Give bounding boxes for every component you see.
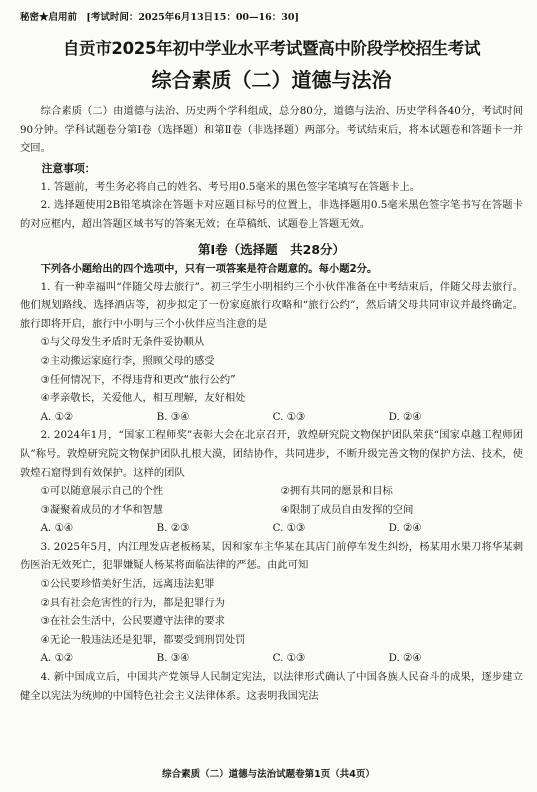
statement: ③任何情况下，不得违背和更改“旅行公约” xyxy=(40,373,236,386)
statement: ②具有社会危害性的行为，都是犯罪行为 xyxy=(40,596,225,609)
option-d: D. ②④ xyxy=(388,410,422,423)
option-c: C. ①③ xyxy=(272,410,306,423)
section-title: 第Ⅰ卷（选择题 共28分） xyxy=(197,241,346,257)
statement-row xyxy=(20,482,523,501)
statement: ②拥有共同的愿景和目标 xyxy=(280,485,393,498)
option-b: B. ③④ xyxy=(156,652,190,665)
answer-options xyxy=(20,649,523,668)
exam-time: [考试时间：2025年6月13日15：00—16：30] xyxy=(86,12,299,23)
statement: ①可以随意展示自己的个性 xyxy=(40,485,164,498)
note-item: 1. 答题前，考生务必将自己的姓名、考号用0.5毫米的黑色签字笔填写在答题卡上。 xyxy=(40,180,421,193)
exam-title: 自贡市2025年初中学业水平考试暨高中阶段学校招生考试 xyxy=(62,39,481,58)
option-d: D. ②④ xyxy=(388,522,422,535)
option-a: A. ①② xyxy=(40,410,74,423)
option-a: A. ①④ xyxy=(40,522,74,535)
statement: ④无论一般违法还是犯罪，都要受到刑罚处罚 xyxy=(40,633,246,646)
intro-paragraph: 综合素质（二）由道德与法治、历史两个学科组成，总分80分，道德与法治、历史学科各40分，考试时间90分钟。学科试题卷分第Ⅰ卷（选择题）和第Ⅱ卷（非选择题）两部分。考试结束后，将本试题卷和答题卡一并交回。 xyxy=(20,105,523,155)
answer-options xyxy=(20,519,523,538)
statement: ③在社会生活中，公民要遵守法律的要求 xyxy=(40,615,225,628)
secret-label: 秘密★启用前 xyxy=(20,12,78,23)
statement: ④孝亲敬长，关爱他人，相互理解，友好相处 xyxy=(40,392,246,405)
statement: ③凝聚着成员的才华和智慧 xyxy=(40,503,164,516)
option-c: C. ①③ xyxy=(272,522,306,535)
section-instruction: 下列各小题给出的四个选项中，只有一项答案是符合题意的。每小题2分。 xyxy=(40,262,378,275)
statement: ④限制了成员自由发挥的空间 xyxy=(280,503,414,516)
header-line xyxy=(20,10,523,28)
answer-options xyxy=(20,408,523,427)
statement: ②主动搬运家庭行李，照顾父母的感受 xyxy=(40,354,215,367)
option-a: A. ①② xyxy=(40,652,74,665)
note-item: 2. 选择题使用2B铅笔填涂在答题卡对应题目标号的位置上，非选择题用0.5毫米黑色签字笔书写在答题卡的对应框内，超出答题区域书写的答案无效；在草稿纸、试题卷上答题无效。 xyxy=(20,199,523,230)
page-footer: 综合素质（二）道德与法治试题卷第1页（共4页） xyxy=(162,769,375,780)
statement: ①公民要珍惜美好生活，远离违法犯罪 xyxy=(40,578,215,591)
statement-row xyxy=(20,501,523,520)
exam-subtitle: 综合素质（二）道德与法治 xyxy=(151,68,392,92)
question-stem: 1. 有一种幸福叫“伴随父母去旅行”。初三学生小明相约三个小伙伴准备在中考结束后，伴随父母去旅行。他们规划路线、选择酒店等，初步拟定了一份家庭旅行攻略和“旅行公约”，然后请父母共同审议并最终确定。旅行即将开启，旅行中小明与三个小伙伴应当注意的是 xyxy=(20,280,523,330)
statement: ①与父母发生矛盾时无条件妥协顺从 xyxy=(40,336,205,349)
option-d: D. ②④ xyxy=(388,652,422,665)
option-b: B. ③④ xyxy=(156,410,190,423)
option-b: B. ②③ xyxy=(156,522,190,535)
question-stem: 3. 2025年5月，内江理发店老板杨某，因和家车主华某在其店门前停车发生纠纷，杨某用水果刀将华某刺伤医治无效死亡，犯罪嫌疑人杨某将面临法律的严惩。由此可知 xyxy=(20,540,523,572)
question-stem: 2. 2024年1月，“国家工程师奖”表彰大会在北京召开，敦煌研究院文物保护团队荣获“国家卓越工程师团队”称号。敦煌研究院文物保护团队扎根大漠，团结协作，共同进步，不断升级完善文物的保护方法、技术，使敦煌石窟得到有效保护。这样的团队 xyxy=(20,429,523,479)
option-c: C. ①③ xyxy=(272,652,306,665)
question-stem: 4. 新中国成立后，中国共产党领导人民制定宪法，以法律形式确认了中国各族人民奋斗的成果，逐步建立健全以宪法为统帅的中国特色社会主义法律体系。这表明我国宪法 xyxy=(20,671,523,702)
notes-heading: 注意事项： xyxy=(41,161,96,175)
